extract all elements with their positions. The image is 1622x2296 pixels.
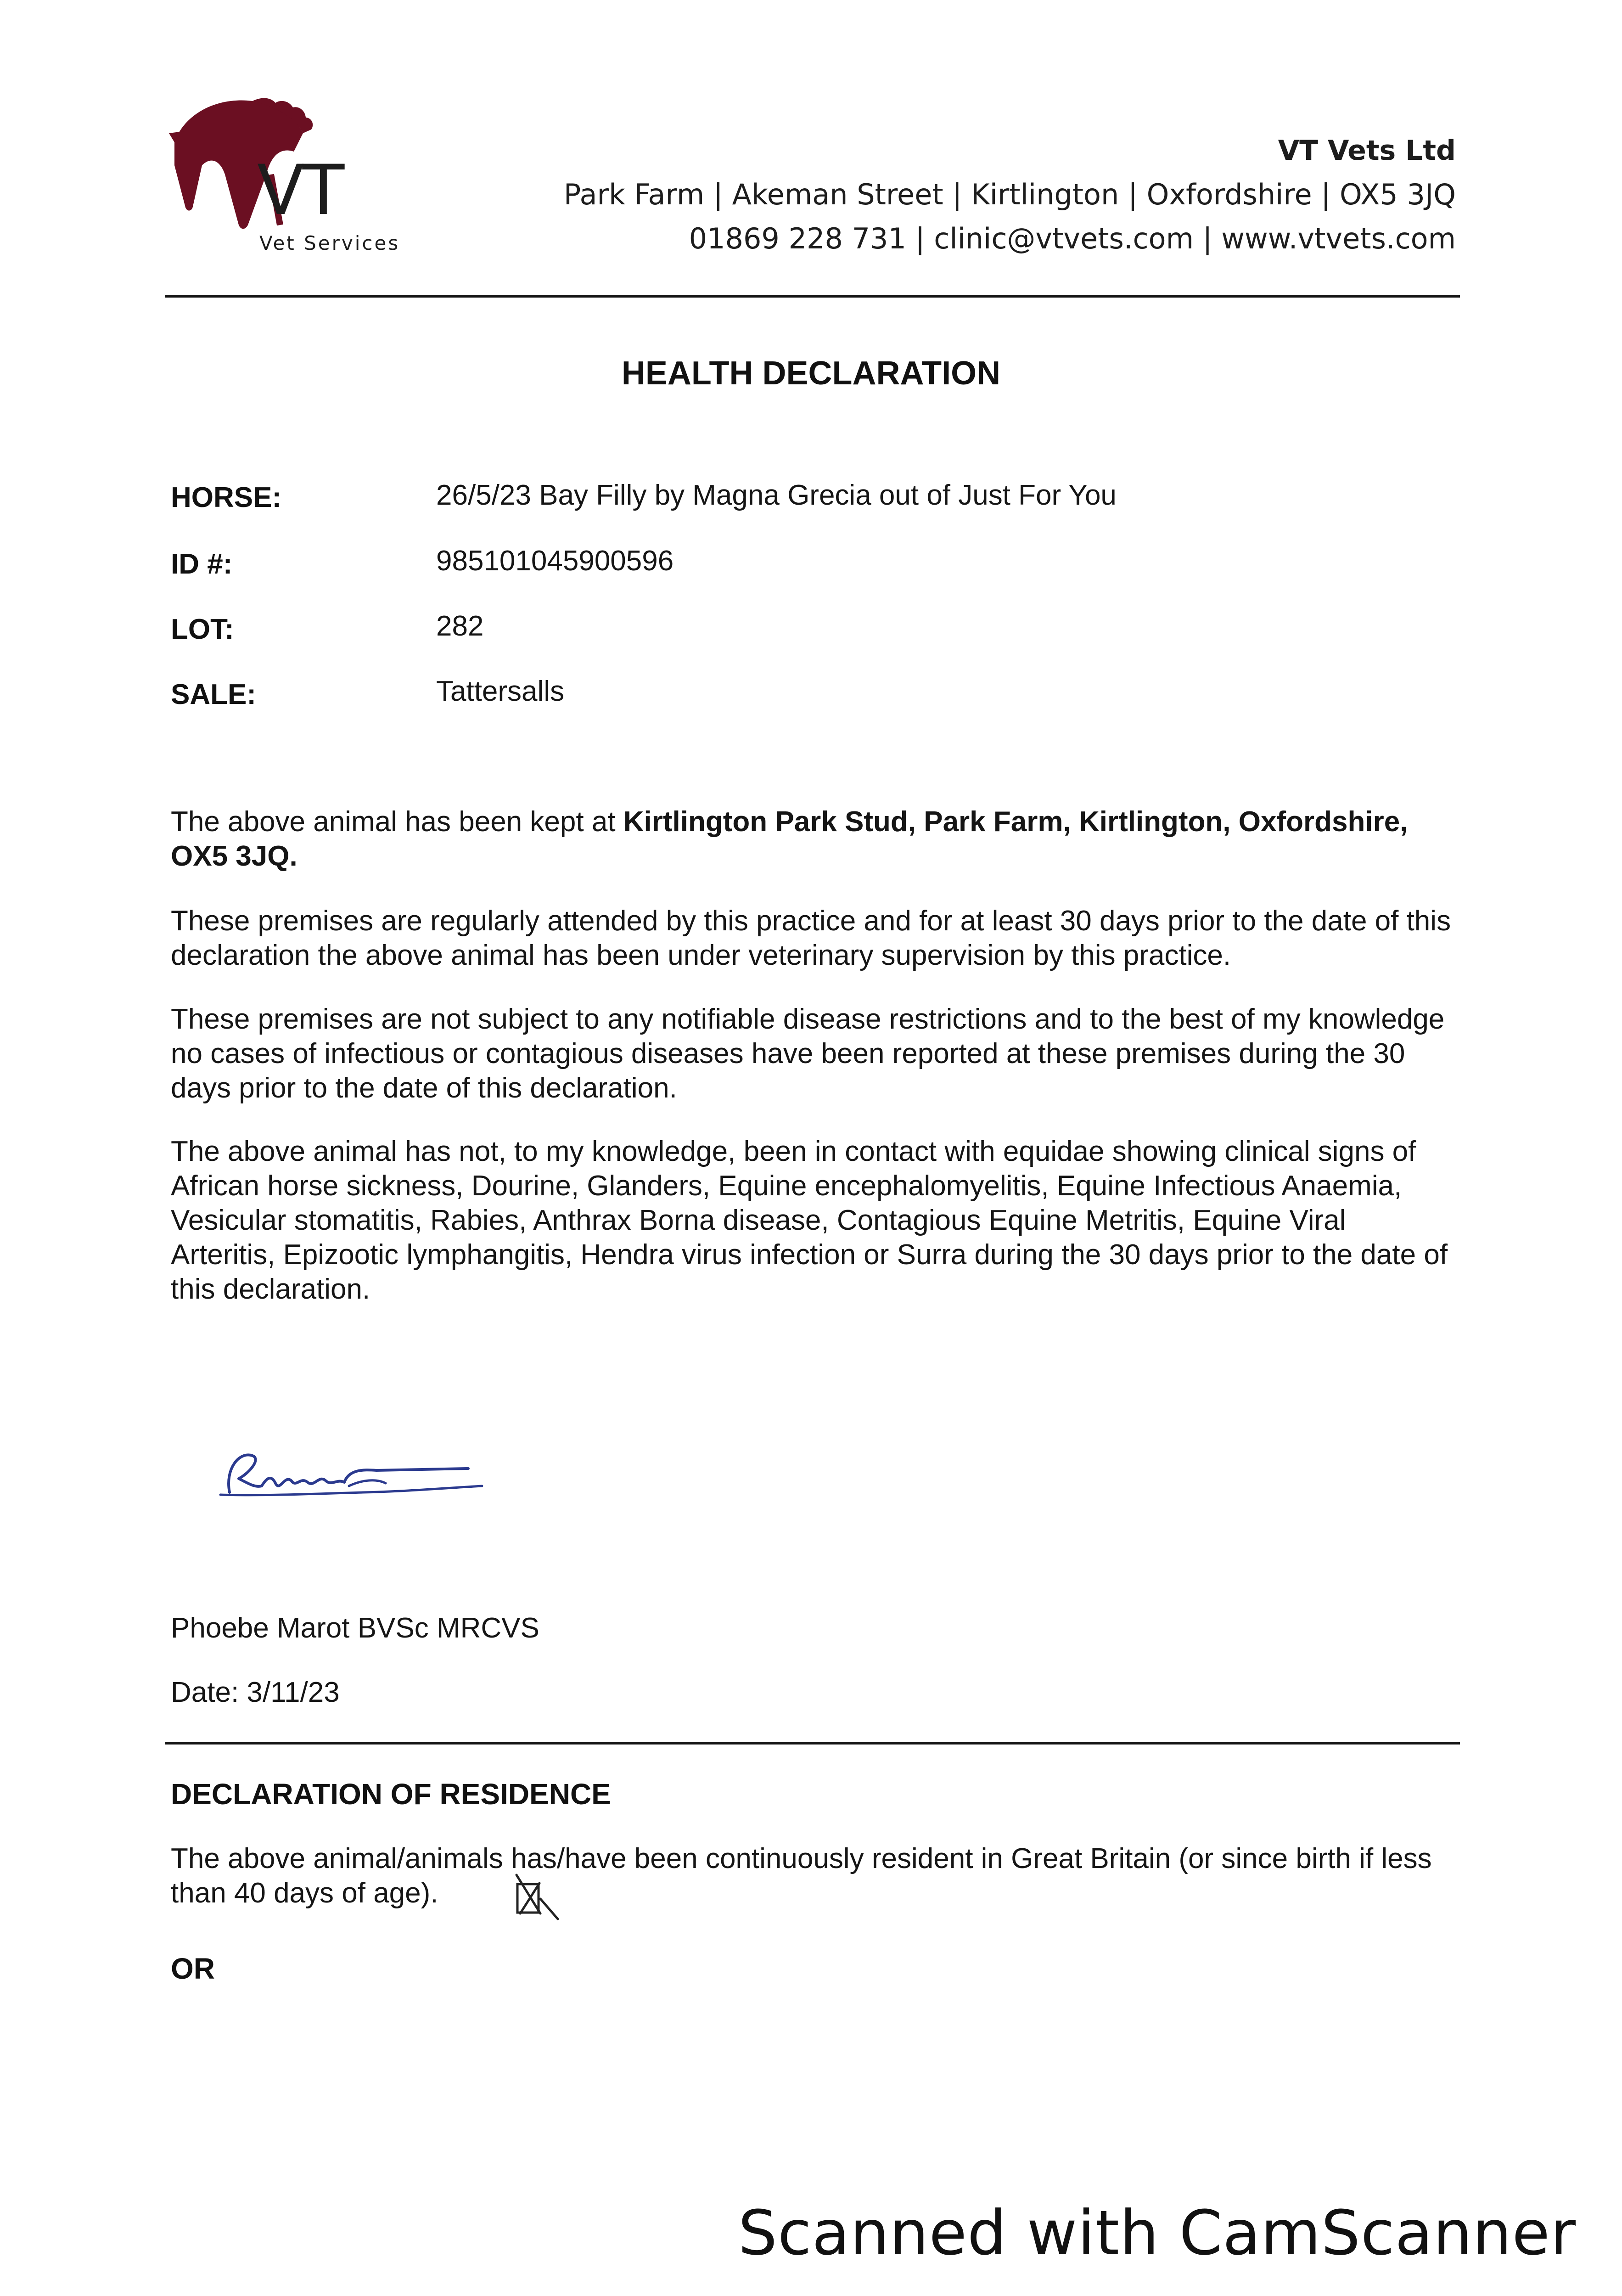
paragraph-kept-at-prefix: The above animal has been kept at bbox=[171, 806, 623, 838]
paragraph-supervision: These premises are regularly attended by this practice and for at least 30 days prior to the date of this declaration the above animal has been under veterinary supervision by this practice. bbox=[171, 905, 1451, 971]
field-value-lot: 282 bbox=[436, 610, 484, 642]
paragraph-restrictions: These premises are not subject to any notifiable disease restrictions and to the best of my knowledge no cases of infectious or contagious diseases have been reported at these premises during the 30 days prior to the date of this declaration. bbox=[171, 1003, 1445, 1104]
company-address: Park Farm | Akeman Street | Kirtlington | Oxfordshire | OX5 3JQ bbox=[563, 178, 1456, 211]
field-value-id: 985101045900596 bbox=[436, 545, 674, 577]
company-contact: 01869 228 731 | clinic@vtvets.com | www.vtvets.com bbox=[689, 222, 1456, 256]
field-label-sale: SALE: bbox=[171, 679, 256, 710]
field-value-horse: 26/5/23 Bay Filly by Magna Grecia out of Just For You bbox=[436, 479, 1117, 511]
section-divider bbox=[165, 1742, 1460, 1745]
signer-name: Phoebe Marot BVSc MRCVS bbox=[171, 1612, 539, 1644]
handwritten-signature bbox=[211, 1442, 496, 1511]
paragraph-kept-at bbox=[171, 805, 1456, 873]
header-divider bbox=[165, 295, 1460, 298]
declaration-date: Date: 3/11/23 bbox=[171, 1677, 340, 1708]
handwritten-cross-mark bbox=[512, 1871, 562, 1922]
logo-subtitle: Vet Services bbox=[259, 232, 400, 254]
residence-title: DECLARATION OF RESIDENCE bbox=[171, 1778, 611, 1811]
field-value-sale: Tattersalls bbox=[436, 675, 565, 707]
company-name: VT Vets Ltd bbox=[1278, 135, 1456, 167]
residence-text: The above animal/animals has/have been continuously resident in Great Britain (or since birth if less than 40 days of age). bbox=[171, 1843, 1432, 1909]
field-label-id: ID #: bbox=[171, 548, 233, 580]
camscanner-watermark: Scanned with CamScanner bbox=[738, 2197, 1576, 2269]
paragraph-diseases: The above animal has not, to my knowledge, been in contact with equidae showing clinical signs of African horse sickness, Dourine, Glanders, Equine encephalomyelitis, Equine Infectious Anaemia, Vesicular stomatitis, Rabies, Anthrax Borna disease, Contagious Equine Metritis, Equine Viral Arteritis, Epizootic lymphangitis, Hendra virus infection or Surra during the 30 days prior to the date of this declaration. bbox=[171, 1136, 1448, 1305]
field-label-horse: HORSE: bbox=[171, 482, 282, 513]
field-label-lot: LOT: bbox=[171, 613, 234, 645]
company-header bbox=[564, 129, 1456, 261]
or-label: OR bbox=[171, 1952, 215, 1985]
premises-location: Kirtlington Park Stud, Park Farm, Kirtlington, Oxfordshire, OX5 3JQ. bbox=[171, 806, 1408, 872]
document-title: HEALTH DECLARATION bbox=[621, 355, 1001, 392]
logo-text: VT bbox=[257, 151, 343, 231]
